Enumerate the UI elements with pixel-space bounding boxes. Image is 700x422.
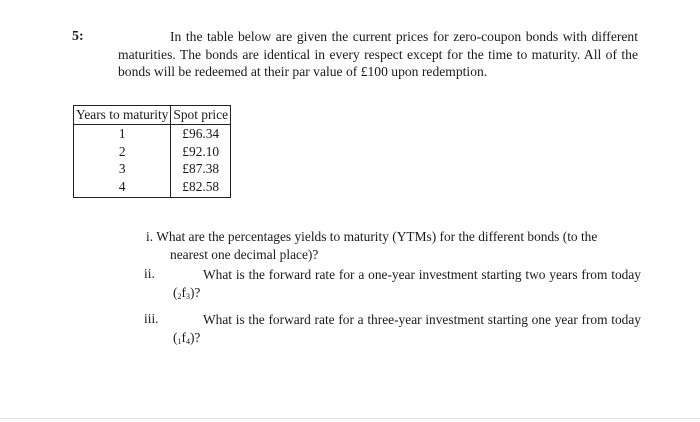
subquestion-ii-number: ii. (144, 266, 155, 281)
subquestion-ii-close: )? (189, 284, 201, 300)
maturity-cell: 3 (118, 161, 126, 177)
maturity-cell: 4 (118, 178, 126, 194)
price-cell: £92.10 (171, 143, 231, 161)
forward-rate-end-subscript: 3 (185, 291, 190, 301)
maturity-cell: 1 (118, 126, 126, 141)
price-cell: £87.38 (171, 160, 231, 178)
subquestion-i (146, 228, 640, 263)
subquestion-iii-body: What is the forward rate for a three-year investment starting one year from today ( (173, 312, 641, 345)
header-spot-price: Spot price (171, 106, 231, 125)
subquestion-ii-body: What is the forward rate for a one-year investment starting two years from today ( (173, 267, 641, 300)
table-row (74, 160, 231, 178)
subquestion-ii-text (173, 266, 641, 305)
subquestion-i-line2: nearest one decimal place)? (170, 246, 319, 262)
forward-rate-start-subscript: 2 (177, 291, 182, 301)
price-cell: £96.34 (171, 125, 231, 143)
forward-rate-symbol: f (181, 329, 186, 345)
price-cell: £82.58 (171, 178, 231, 198)
forward-rate-symbol: f (181, 284, 186, 300)
table-header-row (74, 106, 231, 125)
subquestion-i-number: i. (146, 229, 154, 244)
bottom-divider (0, 418, 700, 419)
header-years-to-maturity: Years to maturity (74, 106, 171, 125)
subquestion-i-line1: What are the percentages yields to maturity (YTMs) for the different bonds (to the (156, 229, 598, 244)
table-row (74, 178, 231, 198)
question-intro: In the table below are given the current prices for zero-coupon bonds with different maturities. The bonds are identical in every respect except for the time to maturity. All of the bonds will be redeemed at their par value of £100 upon redemption. (118, 29, 638, 79)
subquestion-iii-text (173, 311, 641, 350)
subquestion-iii-number: iii. (144, 311, 159, 326)
forward-rate-start-subscript: 1 (177, 336, 182, 346)
subquestion-iii-close: )? (189, 329, 201, 345)
maturity-cell: 2 (118, 143, 126, 159)
question-number: 5: (72, 29, 84, 44)
table-row (74, 143, 231, 161)
table-row (74, 125, 231, 143)
spot-price-table (73, 105, 231, 198)
forward-rate-end-subscript: 4 (185, 336, 190, 346)
